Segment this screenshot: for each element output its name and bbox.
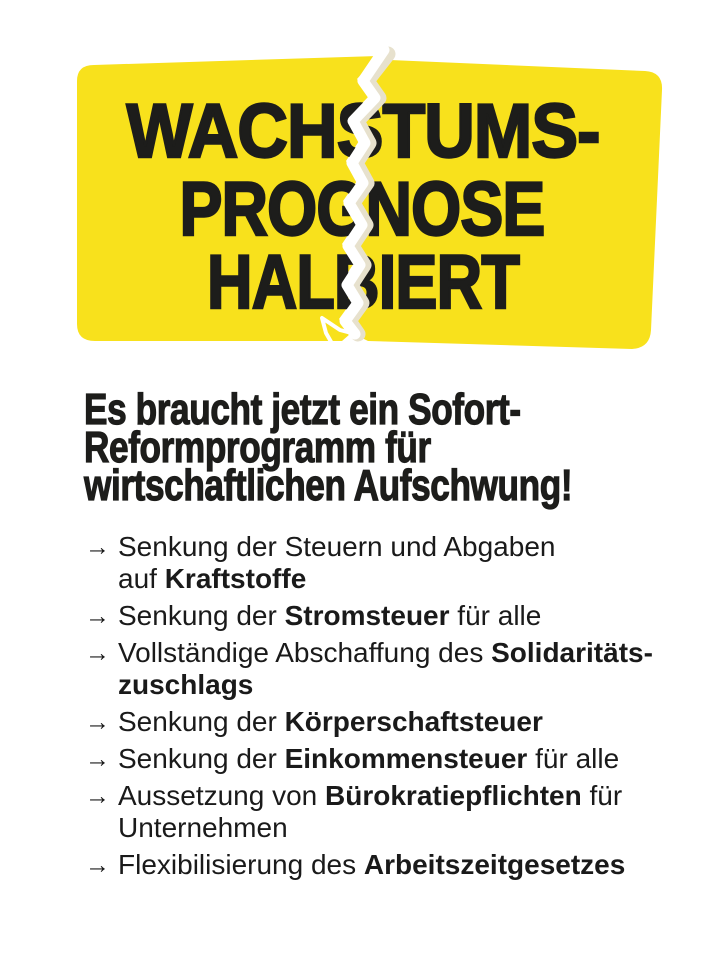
list-item-text: Vollständige Abschaffung des Solidaritäts- zuschlags [118,637,653,700]
list-item-text: Senkung der Einkommensteuer für alle [118,743,620,774]
arrow-right-icon: → [85,782,110,810]
headline-line-2: Reformprogramm für [84,423,431,472]
headline-line-1: Es braucht jetzt ein Sofort- [84,385,521,434]
list-item [85,637,670,701]
headline [84,385,708,510]
headline-line-3: wirtschaftlichen Aufschwung! [84,461,573,510]
arrow-right-icon: → [85,708,110,736]
banner-line-3: HALBIERT [207,240,520,325]
arrow-right-icon: → [85,602,110,630]
arrow-right-icon: → [85,745,110,773]
list-item [85,706,670,738]
list-item-text: Aussetzung von Bürokratiepflichten für Unternehmen [118,780,623,843]
arrow-right-icon: → [85,639,110,667]
banner-line-2: PROGNOSE [179,167,545,252]
list-item-text: Senkung der Körperschaftsteuer [118,706,543,737]
banner-line-1: WACHSTUMS- [126,89,600,174]
list-item-text: Senkung der Steuern und Abgaben auf Kraftstoffe [118,531,556,594]
list-item [85,743,670,775]
list-item [85,531,670,595]
list-item [85,849,670,881]
list-item-text: Senkung der Stromsteuer für alle [118,600,542,631]
list-item [85,600,670,632]
list-item-text: Flexibilisierung des Arbeitszeitgesetzes [118,849,626,880]
torn-banner [0,0,720,382]
list-item [85,780,670,844]
reform-list [85,531,670,886]
arrow-right-icon: → [85,851,110,879]
arrow-right-icon: → [85,533,110,561]
